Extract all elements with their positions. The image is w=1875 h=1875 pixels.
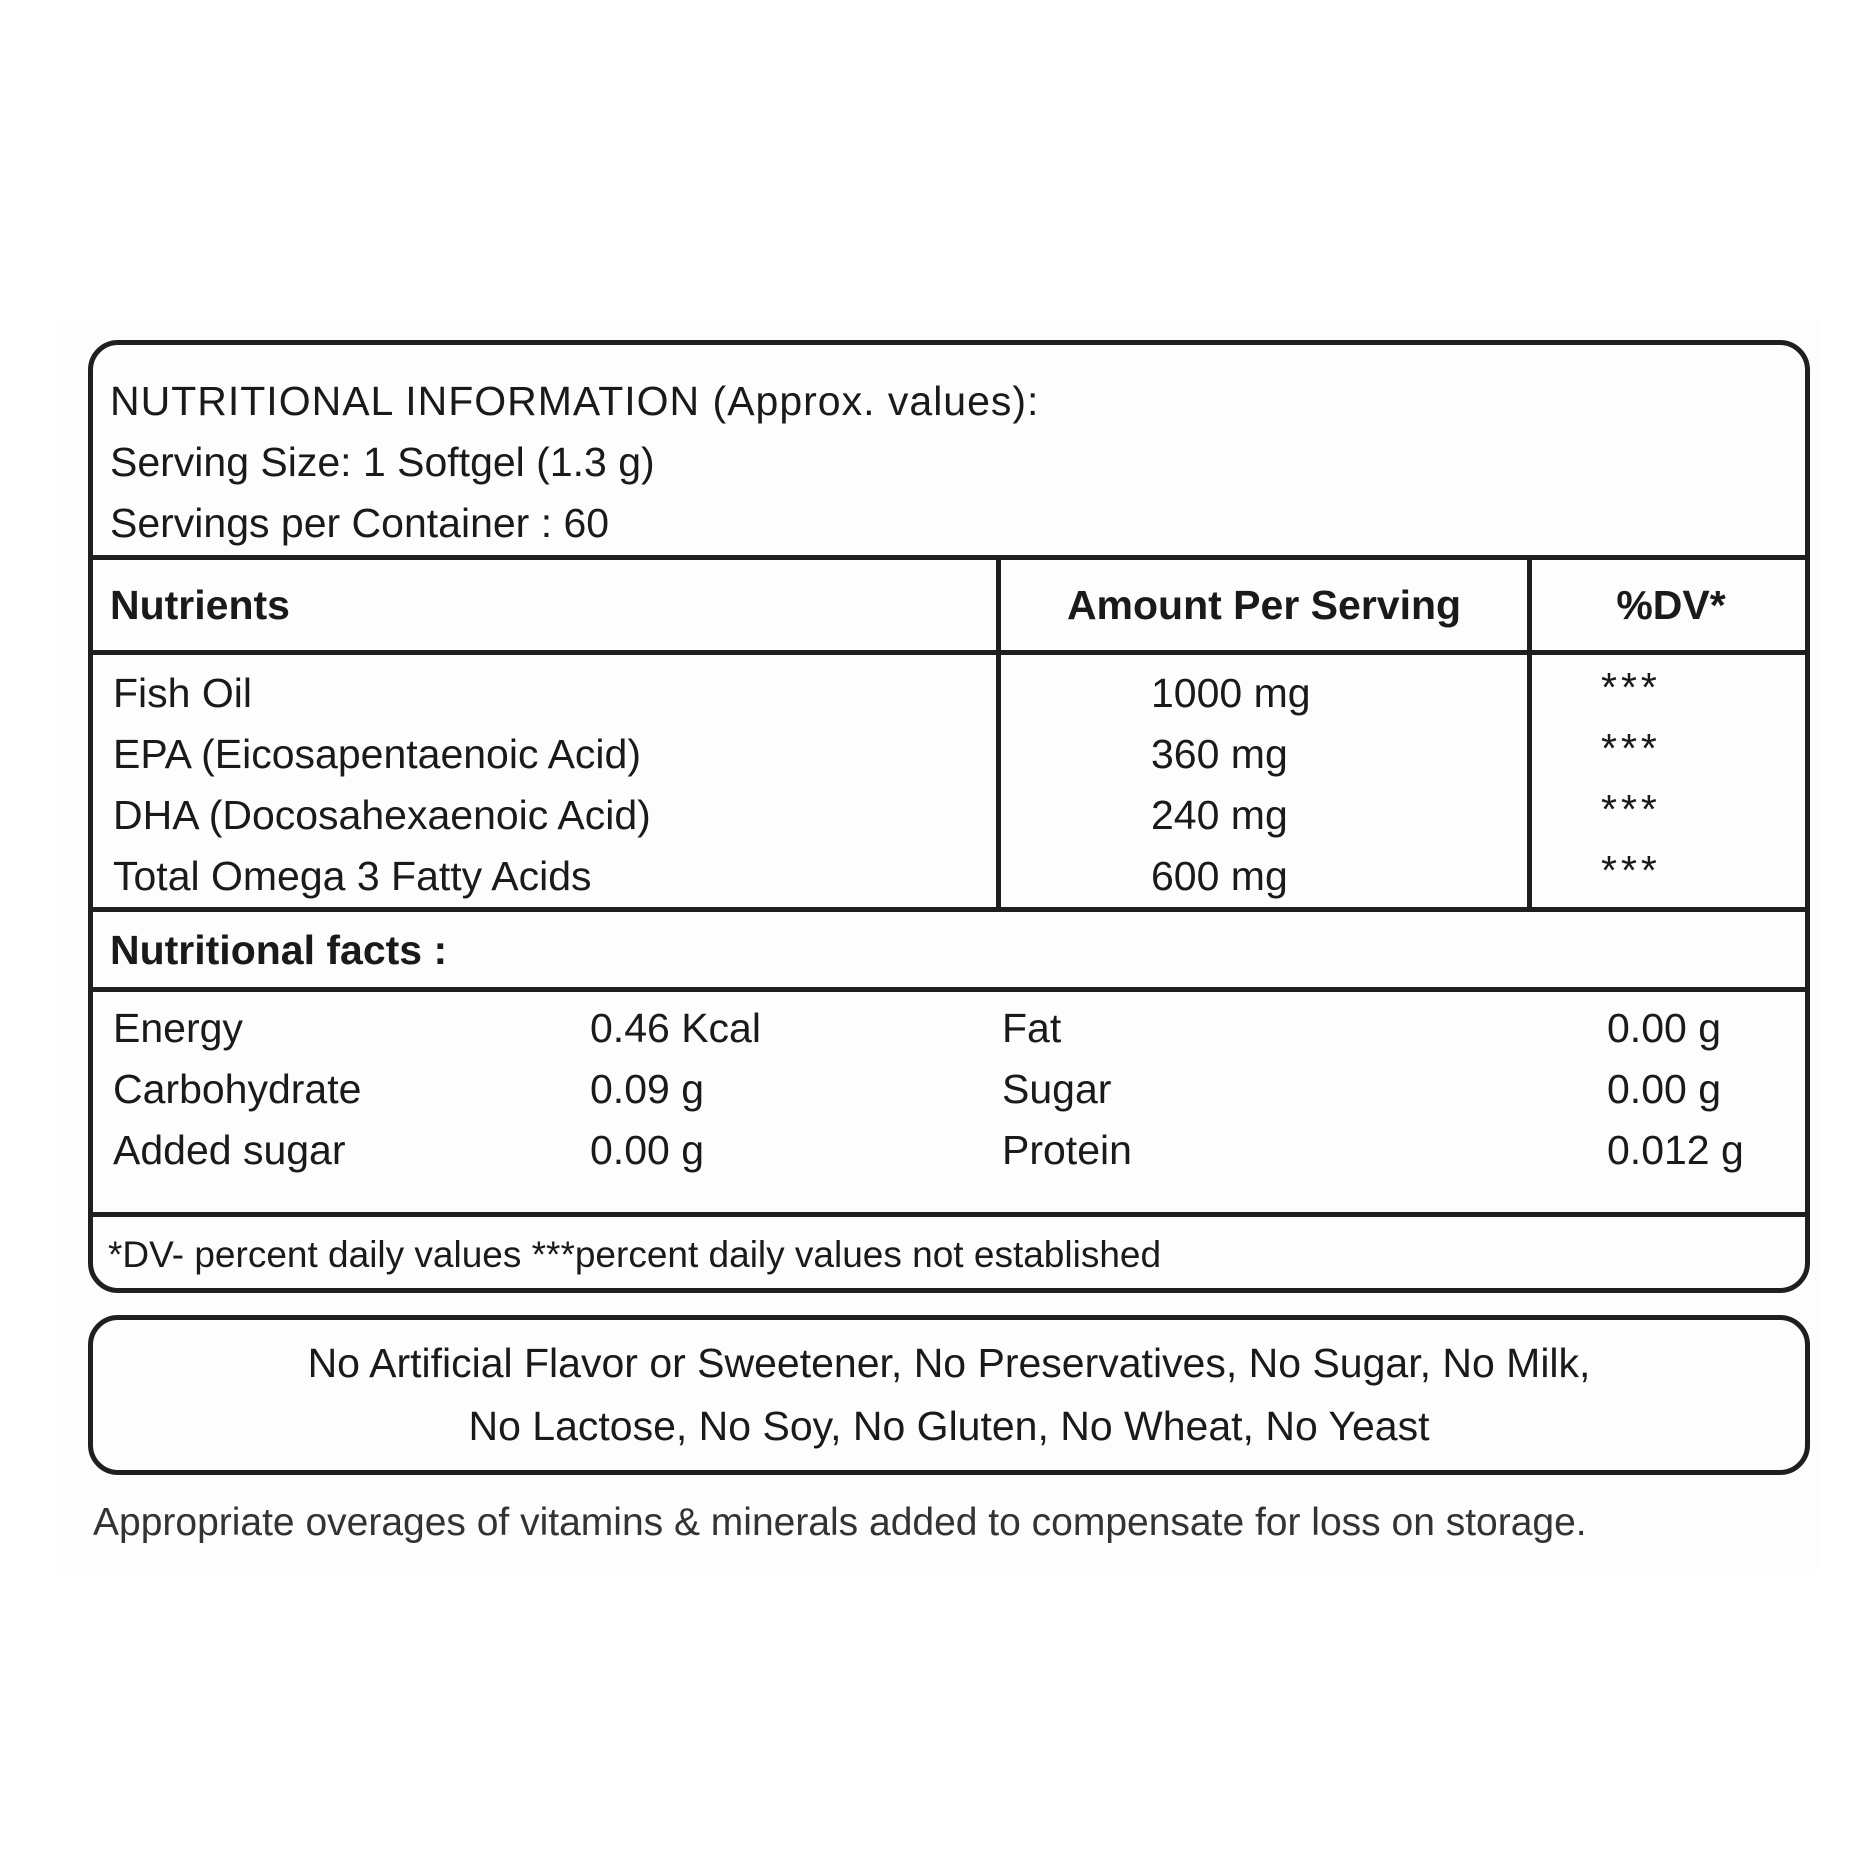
overage-note: Appropriate overages of vitamins & minerals added to compensate for loss on storage. — [93, 1501, 1587, 1544]
table-row — [93, 846, 1805, 907]
fact-value: 0.00 g — [1607, 1005, 1721, 1051]
dv-footnote: *DV- percent daily values ***percent daily values not established — [108, 1234, 1162, 1275]
fact-value: 0.012 g — [1607, 1127, 1744, 1173]
table-row — [93, 663, 1805, 724]
facts-row — [93, 998, 1805, 1059]
fact-label: Fat — [1002, 1005, 1062, 1051]
nutrient-dv: *** — [1601, 786, 1661, 832]
table-row — [93, 785, 1805, 846]
nutrient-name: Fish Oil — [113, 670, 252, 716]
free-from-claims — [88, 1315, 1810, 1475]
nutrition-title: NUTRITIONAL INFORMATION (Approx. values): — [110, 378, 1040, 424]
facts-row — [93, 1059, 1805, 1120]
nutrient-name: EPA (Eicosapentaenoic Acid) — [113, 731, 641, 777]
serving-size: Serving Size: 1 Softgel (1.3 g) — [110, 439, 655, 485]
nutrient-name: Total Omega 3 Fatty Acids — [113, 853, 592, 899]
nutrient-amount: 1000 mg — [1151, 670, 1311, 716]
nutrient-table-header — [93, 560, 1805, 655]
column-divider — [1527, 560, 1532, 912]
nutrient-amount: 240 mg — [1151, 792, 1288, 838]
fact-value: 0.00 g — [1607, 1066, 1721, 1112]
fact-label: Protein — [1002, 1127, 1132, 1173]
nutrient-dv: *** — [1601, 725, 1661, 771]
nutrient-dv: *** — [1601, 664, 1661, 710]
nutrient-amount: 360 mg — [1151, 731, 1288, 777]
facts-body — [93, 992, 1805, 1217]
column-divider — [996, 560, 1001, 912]
column-header-amount: Amount Per Serving — [1066, 582, 1462, 628]
nutrition-header — [93, 345, 1805, 560]
servings-per-container: Servings per Container : 60 — [110, 500, 610, 546]
facts-title: Nutritional facts : — [93, 912, 1805, 992]
nutrient-name: DHA (Docosahexaenoic Acid) — [113, 792, 651, 838]
fact-value: 0.09 g — [590, 1066, 704, 1112]
fact-value: 0.46 Kcal — [590, 1005, 761, 1051]
fact-label: Sugar — [1002, 1066, 1112, 1112]
nutrient-amount: 600 mg — [1151, 853, 1288, 899]
fact-label: Energy — [113, 1005, 243, 1051]
fact-value: 0.00 g — [590, 1127, 704, 1173]
label-sheet — [55, 320, 1820, 1570]
nutrient-dv: *** — [1601, 847, 1661, 893]
nutrition-panel — [88, 340, 1810, 1293]
column-header-nutrients: Nutrients — [110, 582, 290, 628]
fact-label: Carbohydrate — [113, 1066, 362, 1112]
fact-label: Added sugar — [113, 1127, 346, 1173]
claims-line: No Lactose, No Soy, No Gluten, No Wheat, No Yeast — [468, 1403, 1430, 1449]
table-row — [93, 724, 1805, 785]
facts-row — [93, 1120, 1805, 1181]
claims-line: No Artificial Flavor or Sweetener, No Preservatives, No Sugar, No Milk, — [307, 1340, 1591, 1386]
nutrient-table-body — [93, 655, 1805, 912]
column-header-dv: %DV* — [1616, 582, 1726, 628]
